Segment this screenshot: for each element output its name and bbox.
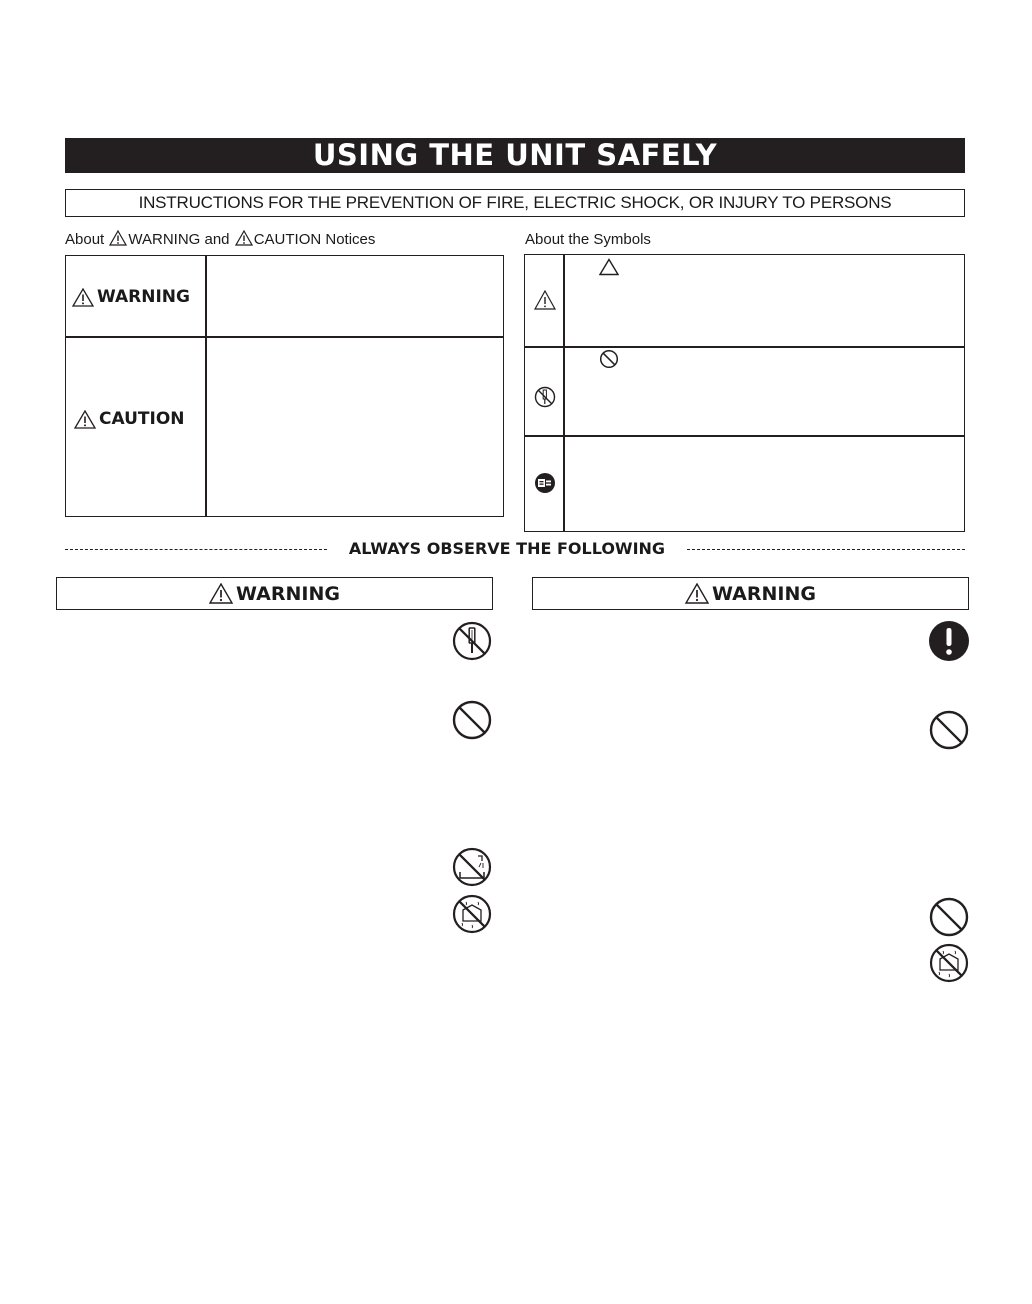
symbols-table <box>524 254 965 532</box>
notices-heading-caution: CAUTION Notices <box>253 231 376 248</box>
symbols-table-row-divider <box>524 346 965 348</box>
warning-triangle-icon <box>72 288 94 307</box>
symbols-table-row-divider <box>524 435 965 437</box>
prohibited-icon <box>929 710 969 750</box>
no-wet-location-icon <box>452 894 492 934</box>
observe-divider-left <box>65 549 327 550</box>
right-warning-header <box>532 577 969 610</box>
caution-notice-label <box>74 407 185 431</box>
warning-notice-text: WARNING <box>97 287 190 307</box>
unplug-symbol-icon <box>534 472 556 494</box>
notices-heading-about: About <box>65 231 105 248</box>
left-warning-header-text: WARNING <box>236 582 340 605</box>
do-not-disassemble-icon <box>452 621 492 661</box>
left-warning-header <box>56 577 493 610</box>
prohibited-symbol-icon <box>599 349 619 369</box>
caution-symbol-icon <box>534 290 556 310</box>
triangle-symbol-icon <box>599 258 619 276</box>
no-wet-location-icon <box>929 943 969 983</box>
observe-heading: ALWAYS OBSERVE THE FOLLOWING <box>348 539 666 558</box>
symbols-table-divider <box>563 254 565 532</box>
symbols-heading: About the Symbols <box>525 231 651 248</box>
warning-triangle-icon <box>685 583 709 604</box>
page-subtitle: INSTRUCTIONS FOR THE PREVENTION OF FIRE, ELECTRIC SHOCK, OR INJURY TO PERSONS <box>65 189 965 217</box>
do-not-disassemble-icon <box>534 386 556 408</box>
observe-divider-right <box>687 549 965 550</box>
warning-triangle-icon <box>109 230 127 246</box>
mandatory-exclamation-icon <box>928 620 970 662</box>
warning-triangle-icon <box>74 410 96 429</box>
notices-table-divider <box>205 255 207 517</box>
prohibited-icon <box>929 897 969 937</box>
caution-notice-text: CAUTION <box>99 409 185 429</box>
notices-heading-and: and <box>204 231 230 248</box>
prohibited-icon <box>452 700 492 740</box>
no-water-bath-icon <box>452 847 492 887</box>
notices-heading <box>65 230 375 250</box>
warning-notice-label <box>72 285 190 309</box>
warning-triangle-icon <box>209 583 233 604</box>
right-warning-header-text: WARNING <box>712 582 816 605</box>
notices-heading-warning: WARNING <box>128 231 201 248</box>
warning-triangle-icon <box>235 230 253 246</box>
notices-table-row-divider <box>65 336 504 338</box>
page-title: USING THE UNIT SAFELY <box>65 138 965 173</box>
